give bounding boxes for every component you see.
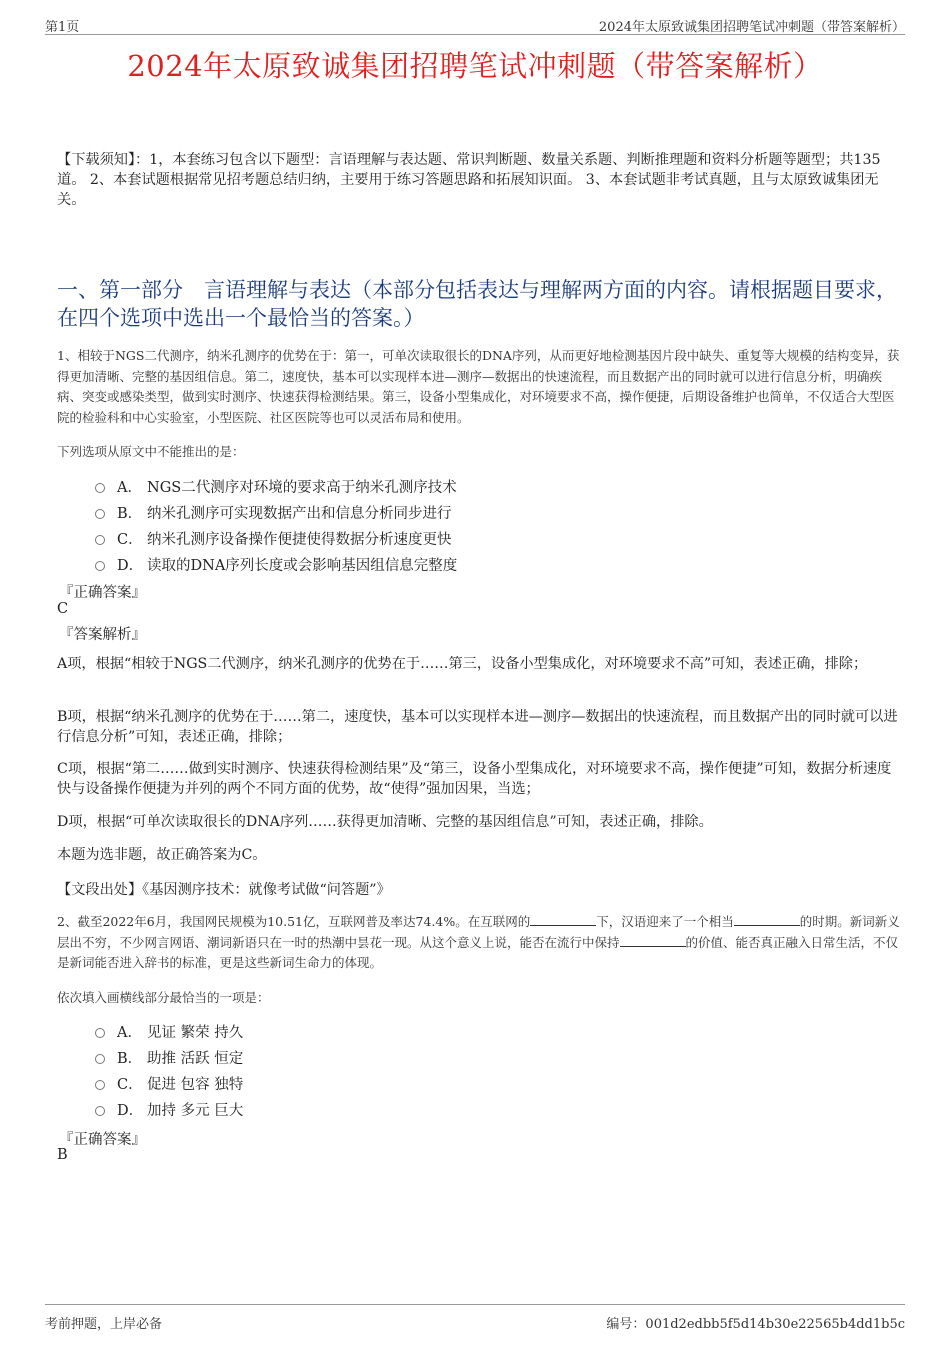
option-letter: C． [117,531,143,548]
option-text: 见证 繁荣 持久 [147,1024,244,1041]
q2-answer-label: 『正确答案』 [59,1132,146,1148]
option-text: NGS二代测序对环境的要求高于纳米孔测序技术 [147,479,457,496]
option-letter: D． [117,1102,144,1119]
q1-conclusion: 本题为选非题，故正确答案为C。 [57,847,267,863]
q1-analysis-a: A项，根据“相较于NGS二代测序，纳米孔测序的优势在于……第三，设备小型集成化，对环境要求不高”可知，表述正确，排除； [57,656,868,672]
question-2-text [57,912,902,974]
q2-option-b[interactable] [95,1044,795,1070]
q1-option-d[interactable] [95,551,795,577]
option-letter: A． [117,1024,142,1041]
q1-option-b[interactable] [95,499,795,525]
q1-analysis-b: B项，根据“纳米孔测序的优势在于……第二，速度快，基本可以实现样本进—测序—数据出的快速流程，而且数据产出的同时就可以进行信息分析”可知，表述正确，排除； [57,709,898,745]
q1-source: 【文段出处】《基因测序技术：就像考试做“问答题”》 [57,882,391,898]
q1-answer-label: 『正确答案』 [59,585,146,601]
radio-icon[interactable] [95,535,105,545]
footer-slogan: 考前押题，上岸必备 [45,1317,163,1332]
q1-option-a[interactable] [95,473,795,499]
question-2-options [95,1018,795,1122]
option-text: 助推 活跃 恒定 [147,1050,244,1067]
radio-icon[interactable] [95,1080,105,1090]
radio-icon[interactable] [95,1054,105,1064]
fill-blank-2 [734,913,800,926]
page-number: 第1页 [45,20,80,35]
radio-icon[interactable] [95,509,105,519]
page-footer [45,1304,905,1332]
question-1-prompt: 下列选项从原文中不能推出的是： [57,444,245,459]
option-letter: A． [117,479,142,496]
q1-answer: C [57,601,69,617]
option-text: 促进 包容 独特 [147,1076,244,1093]
option-text: 读取的DNA序列长度或会影响基因组信息完整度 [147,557,458,574]
question-2-prompt: 依次填入画横线部分最恰当的一项是： [57,990,270,1005]
question-1-text: 1、相较于NGS二代测序，纳米孔测序的优势在于：第一，可单次读取很长的DNA序列，从而更好地检测基因片段中缺失、重复等大规模的结构变异，获得更加清晰、完整的基因组信息。第二，速度快，基本可以实现样本进—测序—数据出的快速流程，而且数据产出的同时就可以进行信息分析，明确疾病、突变或感染类型，做到实时测序、快速获得检测结果。第三，设备小型集成化，对环境要求不高，操作便捷，后期设备维护也简单，不仅适合大型医院的检验科和中心实验室，小型医院、社区医院等也可以灵活布局和使用。 [57,348,900,425]
option-letter: C． [117,1076,143,1093]
page-header [45,14,905,35]
option-text: 纳米孔测序可实现数据产出和信息分析同步进行 [147,505,452,522]
q2-text-part-a: 2、截至2022年6月，我国网民规模为10.51亿，互联网普及率达74.4%。在互联网的 [57,914,531,929]
document-title: 2024年太原致诚集团招聘笔试冲刺题（带答案解析） [127,49,823,83]
option-letter: B． [117,505,143,522]
q1-option-c[interactable] [95,525,795,551]
radio-icon[interactable] [95,1106,105,1116]
q1-analysis-label: 『答案解析』 [59,627,146,643]
q2-text-part-d: 的价值、能否真正融入日常生活，不仅是新词能否进入辞书的标准，更是这些新词生命力的体现。 [57,934,899,970]
q2-option-d[interactable] [95,1096,795,1122]
q2-option-a[interactable] [95,1018,795,1044]
radio-icon[interactable] [95,561,105,571]
header-title: 2024年太原致诚集团招聘笔试冲刺题（带答案解析） [598,20,905,35]
footer-doc-id: 编号：001d2edbb5f5d14b30e22565b4dd1b5c [606,1317,905,1332]
q2-answer: B [57,1147,68,1163]
q2-option-c[interactable] [95,1070,795,1096]
question-1-options [95,473,795,577]
section-heading: 一、第一部分 言语理解与表达（本部分包括表达与理解两方面的内容。请根据题目要求，在四个选项中选出一个最恰当的答案。） [57,278,897,330]
option-text: 纳米孔测序设备操作便捷使得数据分析速度更快 [147,531,452,548]
fill-blank-3 [620,934,686,947]
radio-icon[interactable] [95,1028,105,1038]
fill-blank-1 [530,913,596,926]
option-letter: D． [117,557,144,574]
q1-analysis-d: D项，根据“可单次读取很长的DNA序列……获得更加清晰、完整的基因组信息”可知，表述正确，排除。 [57,814,713,830]
option-letter: B． [117,1050,143,1067]
q2-text-part-c: 的时期。新词新义层出不穷，不少网言网语、潮词新语只在一时的热潮中昙花一现。从这个意义上说，能否在流行中保持 [57,914,900,950]
option-text: 加持 多元 巨大 [147,1102,244,1119]
q2-text-part-b: 下，汉语迎来了一个相当 [596,914,734,929]
radio-icon[interactable] [95,483,105,493]
q1-analysis-c: C项，根据“第二……做到实时测序、快速获得检测结果”及“第三，设备小型集成化，对环境要求不高，操作便捷”可知，数据分析速度快与设备操作便捷为并列的两个不同方面的优势，故“使得”强加因果，当选； [57,761,892,797]
download-notice: 【下载须知】：1，本套练习包含以下题型：言语理解与表达题、常识判断题、数量关系题、判断推理题和资料分析题等题型；共135道。 2、本套试题根据常见招考题总结归纳，主要用于练习答题思路和拓展知识面。 3、本套试题非考试真题，且与太原致诚集团无关。 [57,152,881,208]
